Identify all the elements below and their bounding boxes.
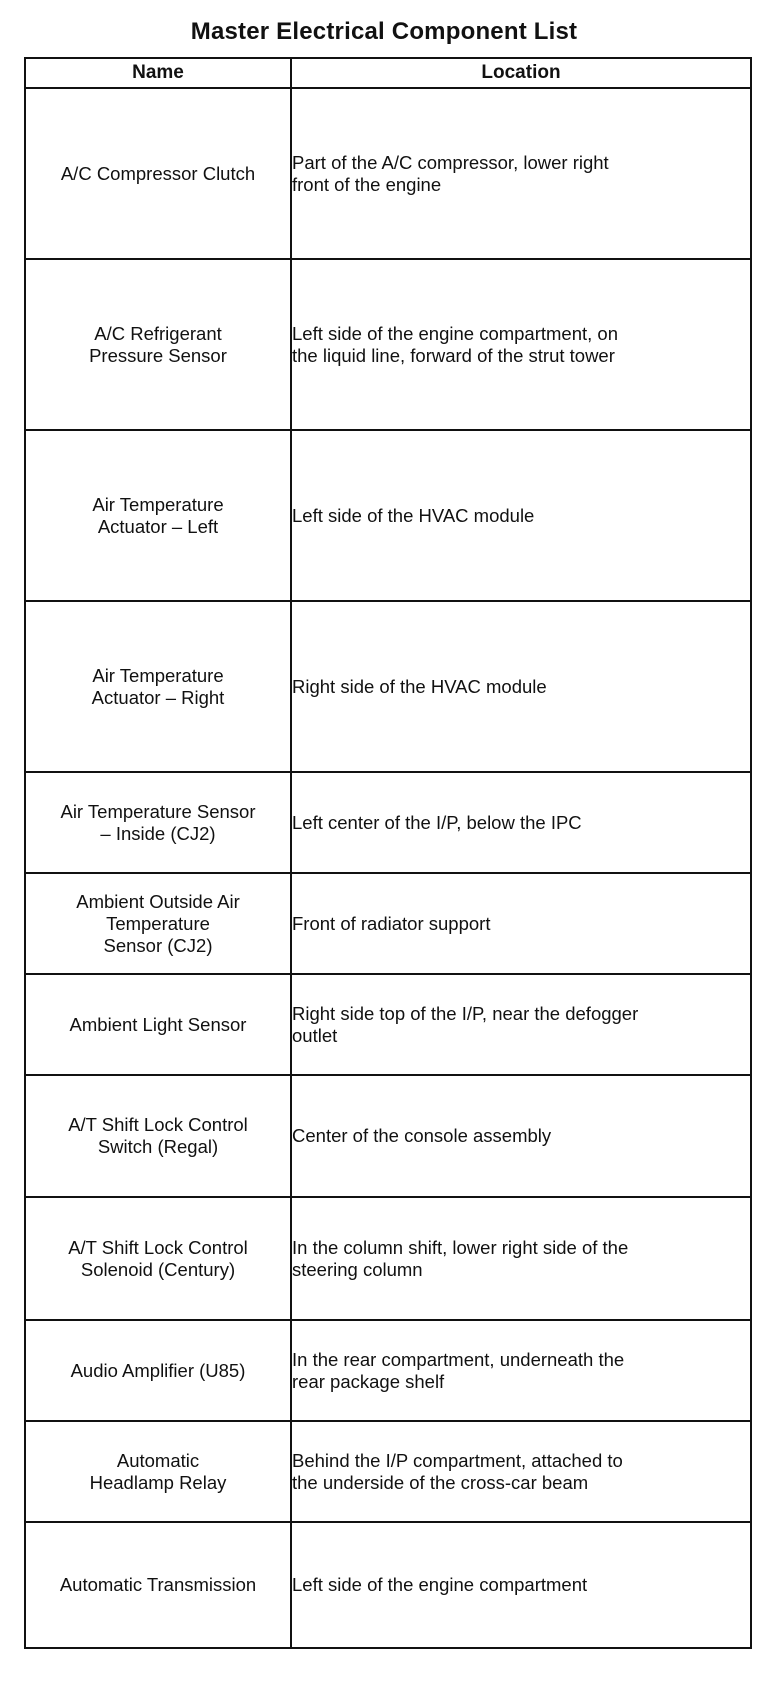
component-name: Ambient Outside Air Temperature Sensor (CJ2) <box>25 873 291 974</box>
component-location: In the rear compartment, underneath the rear package shelf <box>291 1320 751 1421</box>
table-row <box>25 1197 751 1320</box>
component-location: In the column shift, lower right side of the steering column <box>291 1197 751 1320</box>
page-title: Master Electrical Component List <box>190 18 578 45</box>
component-table <box>24 57 752 1649</box>
component-name: A/C Refrigerant Pressure Sensor <box>25 259 291 430</box>
component-location: Left center of the I/P, below the IPC <box>291 772 751 873</box>
component-name: Air Temperature Sensor – Inside (CJ2) <box>25 772 291 873</box>
component-name: A/T Shift Lock Control Solenoid (Century) <box>25 1197 291 1320</box>
table-row <box>25 430 751 601</box>
component-name: Air Temperature Actuator – Left <box>25 430 291 601</box>
component-name: Audio Amplifier (U85) <box>25 1320 291 1421</box>
component-location: Center of the console assembly <box>291 1075 751 1197</box>
table-row <box>25 1522 751 1648</box>
table-row <box>25 974 751 1075</box>
table-row <box>25 1075 751 1197</box>
component-name: A/T Shift Lock Control Switch (Regal) <box>25 1075 291 1197</box>
component-name: A/C Compressor Clutch <box>25 88 291 259</box>
component-location: Behind the I/P compartment, attached to the underside of the cross-car beam <box>291 1421 751 1522</box>
component-location: Front of radiator support <box>291 873 751 974</box>
table-row <box>25 772 751 873</box>
table-row <box>25 88 751 259</box>
table-row <box>25 601 751 772</box>
component-location: Right side of the HVAC module <box>291 601 751 772</box>
component-location: Left side of the HVAC module <box>291 430 751 601</box>
component-name: Ambient Light Sensor <box>25 974 291 1075</box>
table-row <box>25 873 751 974</box>
component-name: Automatic Transmission <box>25 1522 291 1648</box>
table-row <box>25 1320 751 1421</box>
component-name: Automatic Headlamp Relay <box>25 1421 291 1522</box>
table-header-row <box>25 58 751 88</box>
component-location: Part of the A/C compressor, lower right front of the engine <box>291 88 751 259</box>
component-location: Left side of the engine compartment, on the liquid line, forward of the strut tower <box>291 259 751 430</box>
table-row <box>25 1421 751 1522</box>
component-location: Left side of the engine compartment <box>291 1522 751 1648</box>
table-row <box>25 259 751 430</box>
component-name: Air Temperature Actuator – Right <box>25 601 291 772</box>
column-header-name: Name <box>25 58 291 88</box>
column-header-location: Location <box>291 58 751 88</box>
component-location: Right side top of the I/P, near the defogger outlet <box>291 974 751 1075</box>
